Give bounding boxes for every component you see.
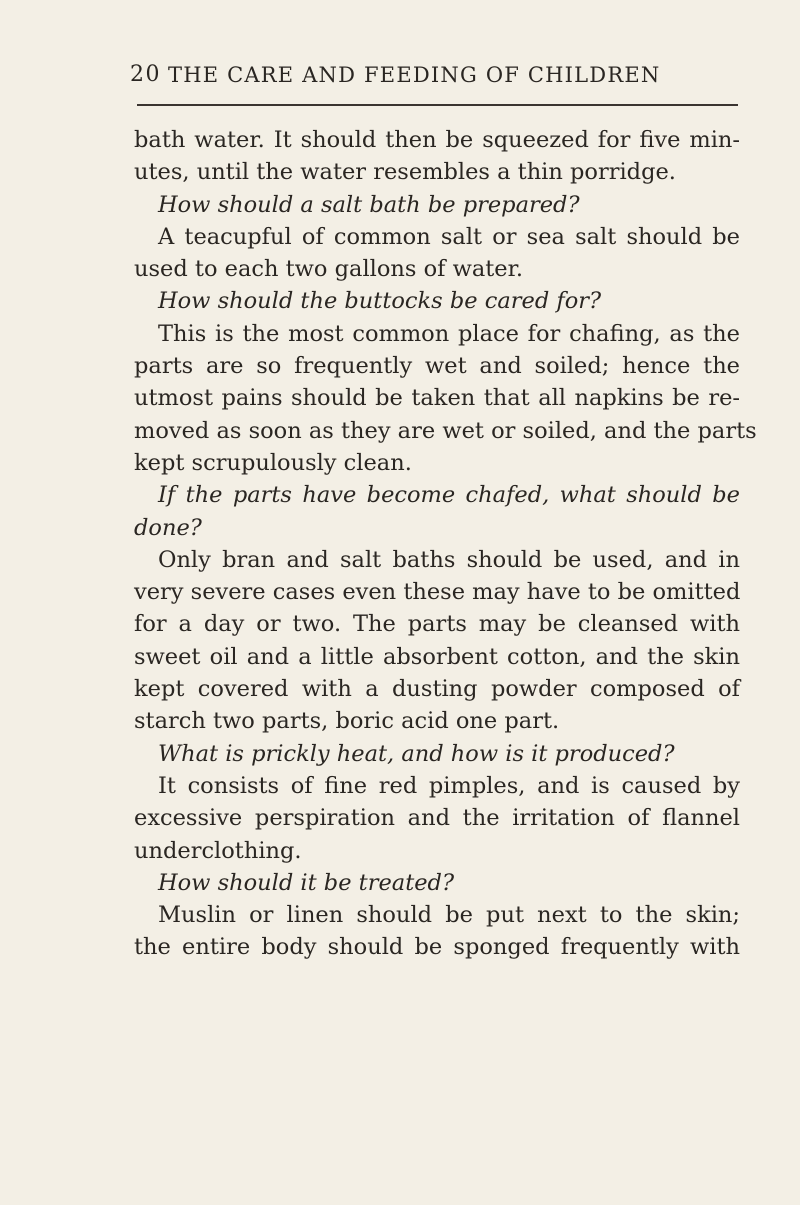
question-line: If the parts have become chafed, what should be [158,482,740,509]
page-number: 20 [130,62,161,87]
text-line: starch two parts, boric acid one part. [134,708,560,735]
text-line: utes, until the water resembles a thin porridge. [134,159,676,186]
text-line: Muslin or linen should be put next to the skin; [158,902,740,929]
body-text [134,124,757,964]
text-line: sweet oil and a little absorbent cotton, and the skin [134,643,740,670]
text-line: for a day or two. The parts may be cleansed with [134,611,740,638]
text-line: very severe cases even these may have to be omitted [134,579,741,606]
text-line: This is the most common place for chafing, as the [158,320,740,347]
text-line: It consists of fine red pimples, and is caused by [158,772,740,799]
question-line: What is prickly heat, and how is it produced? [158,740,675,767]
question-line: done? [134,514,202,541]
text-line: used to each two gallons of water. [134,256,524,283]
text-line: A teacupful of common salt or sea salt should be [158,223,740,250]
text-line: kept scrupulously clean. [134,449,412,476]
question-line: How should the buttocks be cared for? [158,288,602,315]
text-line: kept covered with a dusting powder composed of [134,676,740,703]
text-line: utmost pains should be taken that all napkins be re- [134,385,740,412]
question-line: How should it be treated? [158,869,455,896]
text-line: excessive perspiration and the irritation of flannel [134,805,740,832]
text-line: the entire body should be sponged frequently with [134,934,740,961]
text-line: underclothing. [134,837,302,864]
text-line: Only bran and salt baths should be used, and in [158,546,740,573]
text-line: moved as soon as they are wet or soiled, and the parts [134,417,757,444]
header-title: THE CARE AND FEEDING OF CHILDREN [168,63,661,87]
question-line: How should a salt bath be prepared? [158,191,580,218]
running-head [130,58,730,92]
header-rule [137,104,738,106]
text-line: parts are so frequently wet and soiled; hence the [134,353,740,380]
text-line: bath water. It should then be squeezed for five min- [134,127,740,153]
